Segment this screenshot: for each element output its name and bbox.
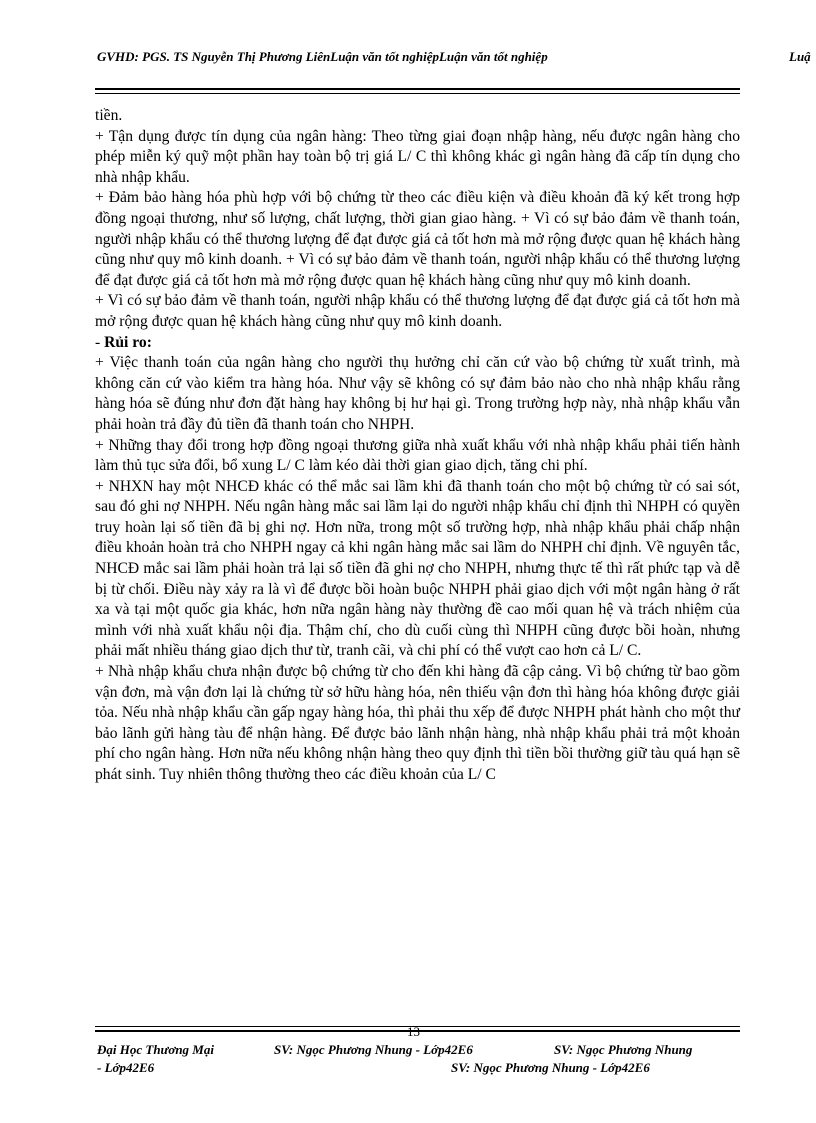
paragraph: + Đảm bảo hàng hóa phù hợp với bộ chứng từ theo các điều kiện và điều khoản đã ký kết trong hợp đồng ngoại thương, như số lượng, chất lượng, thời gian giao hàng. + Vì có sự bảo đảm về thanh toán, người nhập khẩu có thể thương lượng để đạt được giá cả tốt hơn mà mở rộng được quan hệ khách hàng cũng như quy mô kinh doanh. + Vì có sự bảo đảm về thanh toán, người nhập khẩu có thể thương lượng để đạt được giá cả tốt hơn mà mở rộng được quan hệ khách hàng cũng như quy mô kinh doanh.: [95, 189, 740, 289]
heading-prefix: -: [95, 333, 105, 351]
paragraph: + Việc thanh toán của ngân hàng cho người thụ hưởng chỉ căn cứ vào bộ chứng từ xuất trình, mà không căn cứ vào kiểm tra hàng hóa. Như vậy sẽ không có sự đảm bảo nào cho nhà nhập khẩu rằng hàng hóa sẽ đúng như đơn đặt hàng hay không bị hư hại gì. Trong trường hợp này, nhà nhập khẩu vẫn phải hoàn trả đầy đủ tiền đã thanh toán cho NHPH.: [95, 354, 740, 433]
paragraph: + Nhà nhập khẩu chưa nhận được bộ chứng từ cho đến khi hàng đã cập cảng. Vì bộ chứng từ bao gồm vận đơn, mà vận đơn lại là chứng từ sở hữu hàng hóa, nên thiếu vận đơn thì hàng hóa không được giải tỏa. Nếu nhà nhập khẩu cần gấp ngay hàng hóa, thì phải thu xếp để được NHPH phát hành cho một thư bảo lãnh gửi hàng tàu để nhận hàng. Để được bảo lãnh nhận hàng, nhà nhập khẩu phải trả một khoản phí cho ngân hàng. Hơn nữa nếu không nhận hàng theo quy định thì tiền bồi thường giữ tàu quá hạn sẽ phát sinh. Tuy nhiên thông thường theo các điều khoản của L/ C: [95, 663, 740, 783]
body-text: [95, 106, 740, 786]
page-header: GVHD: PGS. TS Nguyễn Thị Phương LiênLuận văn tốt nghiệpLuận văn tốt nghiệp: [97, 49, 548, 64]
paragraph: tiền.: [95, 107, 123, 124]
footer-school: Đại Học Thương Mại: [97, 1042, 214, 1057]
heading-label: Rủi ro:: [104, 333, 152, 351]
page-header-right: Luậ: [789, 49, 811, 64]
footer-student-name: SV: Ngọc Phương Nhung: [554, 1042, 693, 1057]
header-rule-thick: [95, 88, 740, 90]
paragraph: + Vì có sự bảo đảm về thanh toán, người nhập khẩu có thể thương lượng để đạt được giá cả tốt hơn mà mở rộng được quan hệ khách hàng cũng như quy mô kinh doanh.: [95, 292, 740, 330]
header-rule-thin: [95, 93, 740, 94]
paragraph: + Tận dụng được tín dụng của ngân hàng: Theo từng giai đoạn nhập hàng, nếu được ngân hàng cho phép miễn ký quỹ một phần hay toàn bộ trị giá L/ C thì không khác gì ngân hàng đã cấp tín dụng cho nhà nhập khẩu.: [95, 127, 740, 186]
section-heading: [95, 333, 740, 354]
footer-class: - Lớp42E6: [97, 1060, 155, 1075]
paragraph: + Những thay đổi trong hợp đồng ngoại thương giữa nhà xuất khẩu với nhà nhập khẩu phải tiến hành làm thủ tục sửa đổi, bổ xung L/ C làm kéo dài thời gian giao dịch, tăng chi phí.: [95, 436, 740, 475]
page-number: 13: [407, 1024, 420, 1039]
paragraph: + NHXN hay một NHCĐ khác có thể mắc sai lầm khi đã thanh toán cho một bộ chứng từ có sai sót, sau đó ghi nợ NHPH. Nếu ngân hàng mắc sai lầm lại do người nhập khẩu chỉ định thì NHPH có quyền truy hoàn lại số tiền đã bị ghi nợ. Hơn nữa, trong một số trường hợp, nhà nhập khẩu phải chấp nhận điều khoản hoàn trả cho NHPH ngay cả khi ngân hàng mắc sai lầm do NHPH chỉ định. Về nguyên tắc, NHCĐ mắc sai lầm phải hoàn trả lại số tiền đã ghi nợ cho NHPH, nhưng thực tế thì rất phức tạp và dễ bị từ chối. Điều này xảy ra là vì để được bồi hoàn buộc NHPH phải giao dịch với một ngân hàng ở rất xa và tại một quốc gia khác, hơn nữa ngân hàng này thường đề cao mối quan hệ và trách nhiệm của mình với nhà xuất khẩu nội địa. Thậm chí, cho dù cuối cùng thì NHPH cũng được bồi hoàn, nhưng phải mất nhiều tháng giao dịch thư từ, tranh cãi, và chi phí có thể vượt cao hơn cả L/ C.: [95, 477, 740, 660]
footer-student: SV: Ngọc Phương Nhung - Lớp42E6: [451, 1060, 650, 1075]
footer-student: SV: Ngọc Phương Nhung - Lớp42E6: [274, 1042, 473, 1057]
